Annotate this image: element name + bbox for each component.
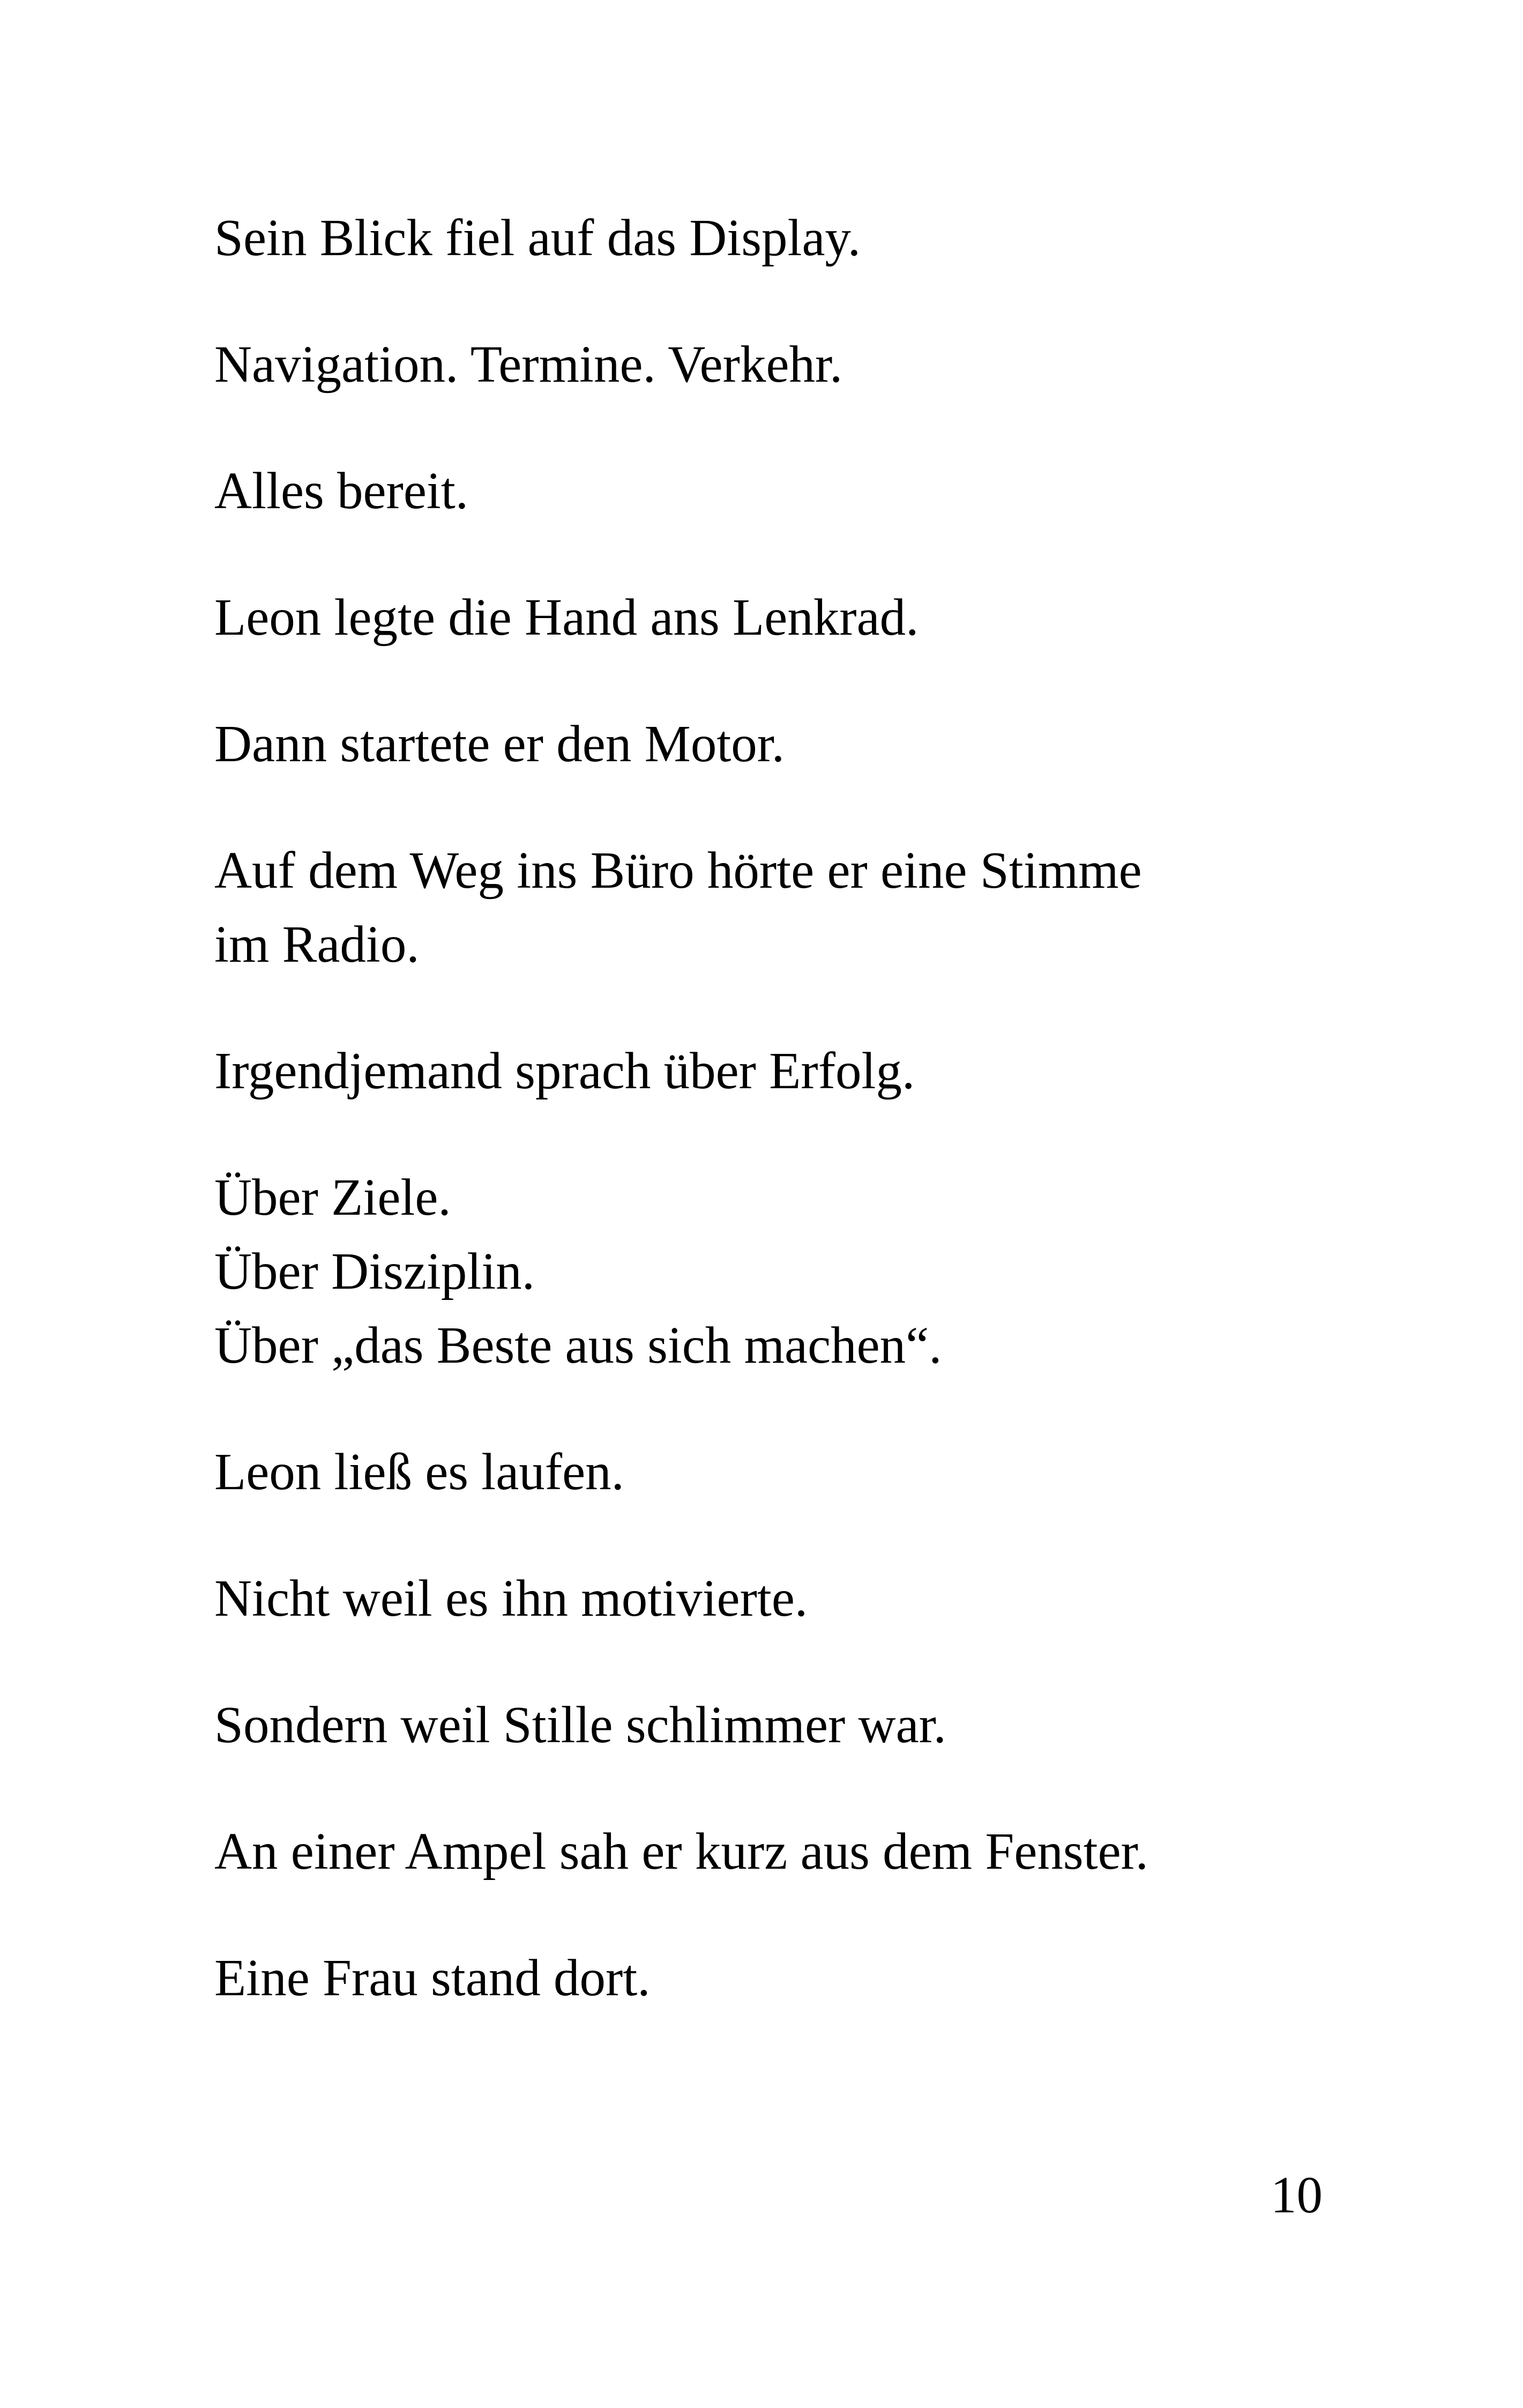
paragraph: Eine Frau stand dort. [214, 1949, 651, 2006]
paragraph: Sondern weil Stille schlimmer war. [214, 1696, 946, 1753]
paragraph: Navigation. Termine. Verkehr. [214, 336, 843, 393]
paragraph: Auf dem Weg ins Büro hörte er eine Stimme im Radio. [214, 842, 1142, 973]
paragraph: Leon legte die Hand ans Lenkrad. [214, 589, 919, 646]
page-number: 10 [1271, 2166, 1323, 2224]
paragraph: Alles bereit. [214, 462, 469, 519]
paragraph: Leon ließ es laufen. [214, 1443, 624, 1500]
paragraph: Über Ziele. Über Disziplin. Über „das Beste aus sich machen“. [214, 1169, 942, 1374]
paragraph: Nicht weil es ihn motivierte. [214, 1570, 808, 1627]
body-text [214, 201, 1329, 2068]
paragraph: Irgendjemand sprach über Erfolg. [214, 1042, 915, 1099]
paragraph: Sein Blick fiel auf das Display. [214, 209, 861, 266]
paragraph: Dann startete er den Motor. [214, 715, 785, 772]
paragraph: An einer Ampel sah er kurz aus dem Fenster. [214, 1823, 1148, 1880]
